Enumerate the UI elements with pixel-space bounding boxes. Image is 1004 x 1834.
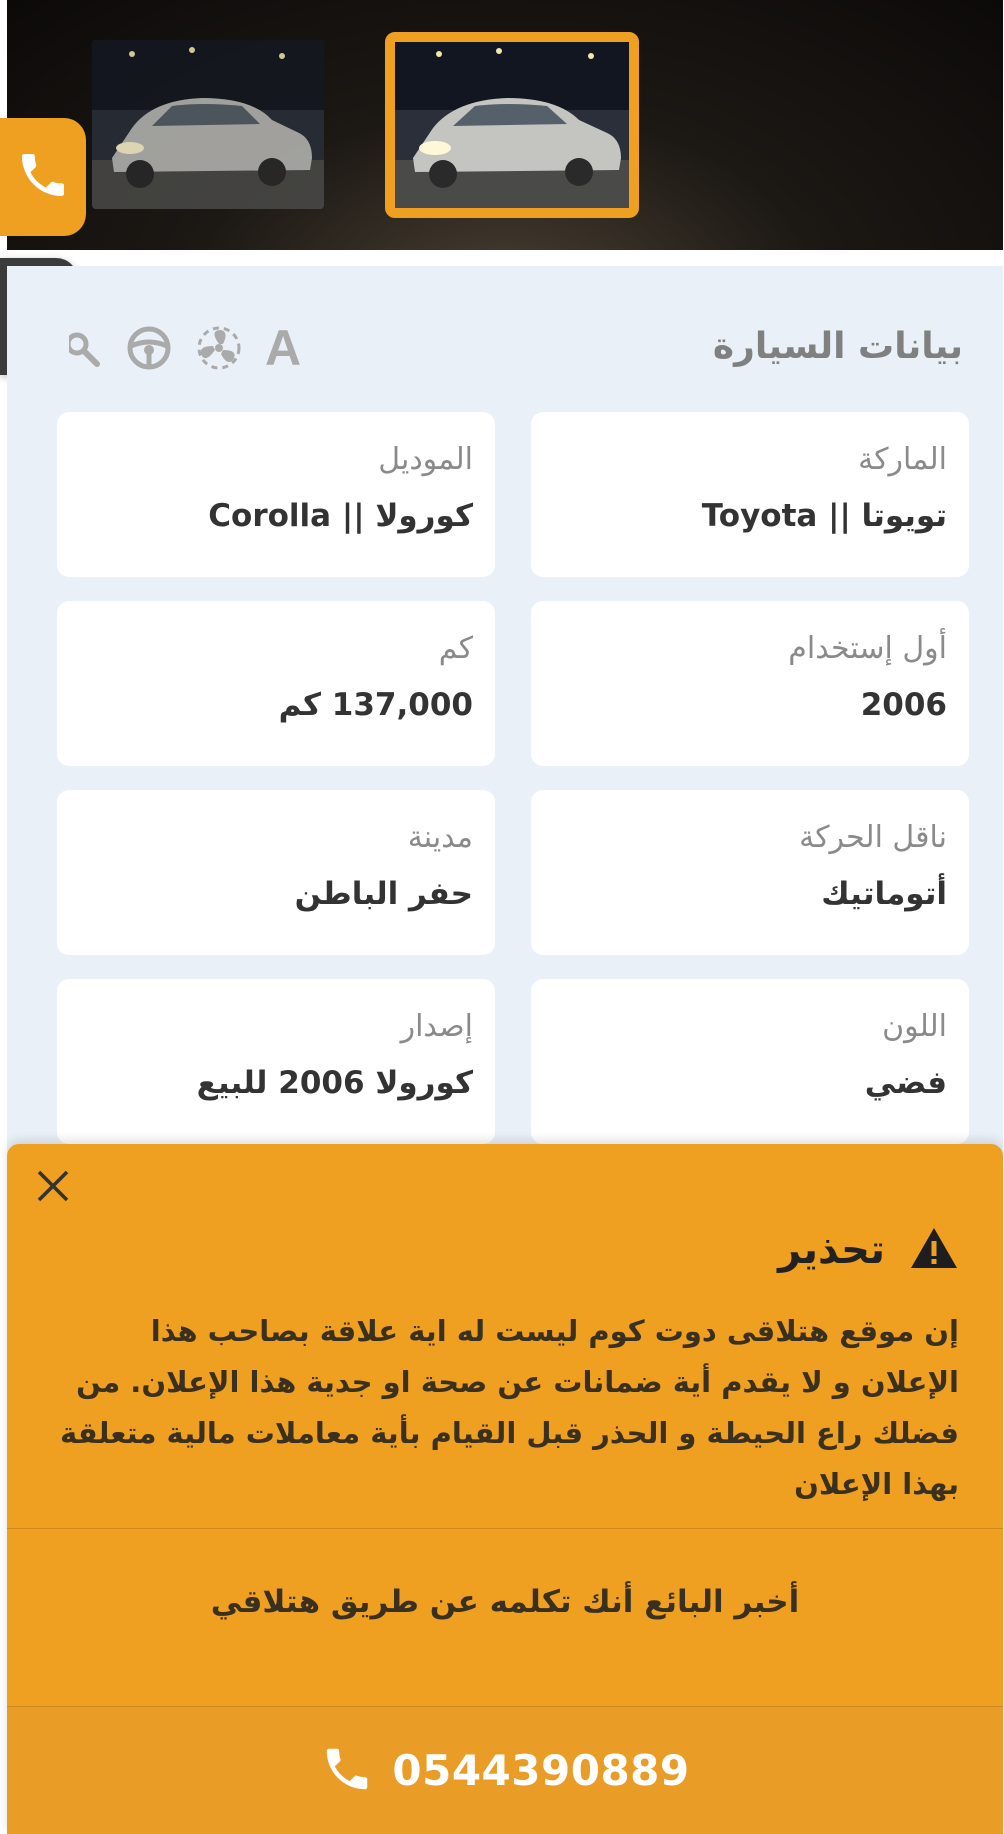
phone-icon (15, 147, 71, 207)
field-card-transmission (531, 790, 969, 955)
field-label: الموديل (378, 442, 473, 477)
field-card-first-use (531, 601, 969, 766)
field-card-brand (531, 412, 969, 577)
close-button[interactable] (29, 1164, 77, 1212)
warning-message: إن موقع هتلاقى دوت كوم ليست له اية علاقة بصاحب هذا الإعلان و لا يقدم أية ضمانات عن صحة او جدية هذا الإعلان. من فضلك راع الحيطة و الحذر قبل القيام بأية معاملات مالية متعلقة بهذا الإعلان (59, 1314, 959, 1501)
phone-number: 0544390889 (392, 1746, 690, 1795)
section-title: بيانات السيارة (712, 326, 963, 367)
fan-icon[interactable] (195, 324, 243, 372)
divider (7, 1528, 1003, 1529)
call-floating-button[interactable] (0, 118, 86, 236)
field-card-edition (57, 979, 495, 1144)
field-card-city (57, 790, 495, 955)
field-value: كورولا 2006 للبيع (196, 1065, 473, 1101)
feature-icons (69, 320, 301, 376)
photo-gallery (7, 0, 1003, 250)
field-label: اللون (882, 1009, 947, 1044)
field-label: مدينة (407, 820, 473, 855)
field-label: كم (438, 631, 473, 666)
field-card-color (531, 979, 969, 1144)
car-thumbnail-2-selected[interactable] (385, 32, 639, 218)
field-value: فضي (864, 1065, 947, 1101)
tell-seller-text: أخبر البائع أنك تكلمه عن طريق هتلاقي (210, 1584, 800, 1620)
field-card-model (57, 412, 495, 577)
field-label: الماركة (858, 442, 947, 477)
field-value: أتوماتيك (821, 876, 947, 912)
field-value: 2006 (860, 687, 947, 723)
field-label: أول إستخدام (788, 631, 947, 666)
field-value: 137,000 كم (278, 687, 473, 723)
phone-icon (320, 1742, 374, 1800)
close-icon (33, 1166, 73, 1210)
warning-triangle-icon (909, 1225, 959, 1275)
search-icon[interactable] (69, 324, 103, 372)
steering-wheel-icon[interactable] (125, 324, 173, 372)
font-letter-icon[interactable]: A (265, 320, 302, 376)
car-thumbnail-1[interactable] (92, 40, 324, 209)
field-value: تويوتا || Toyota (701, 498, 947, 534)
warning-title: تحذير (778, 1227, 885, 1273)
field-value: كورولا || Corolla (208, 498, 473, 534)
field-label: إصدار (400, 1009, 473, 1044)
car-fields-grid (47, 412, 969, 1144)
field-card-mileage (57, 601, 495, 766)
car-data-section (7, 266, 1003, 1166)
warning-panel (7, 1144, 1003, 1834)
field-label: ناقل الحركة (799, 820, 947, 855)
field-value: حفر الباطن (294, 876, 473, 912)
call-seller-button[interactable] (7, 1706, 1003, 1834)
warning-header (778, 1220, 959, 1280)
